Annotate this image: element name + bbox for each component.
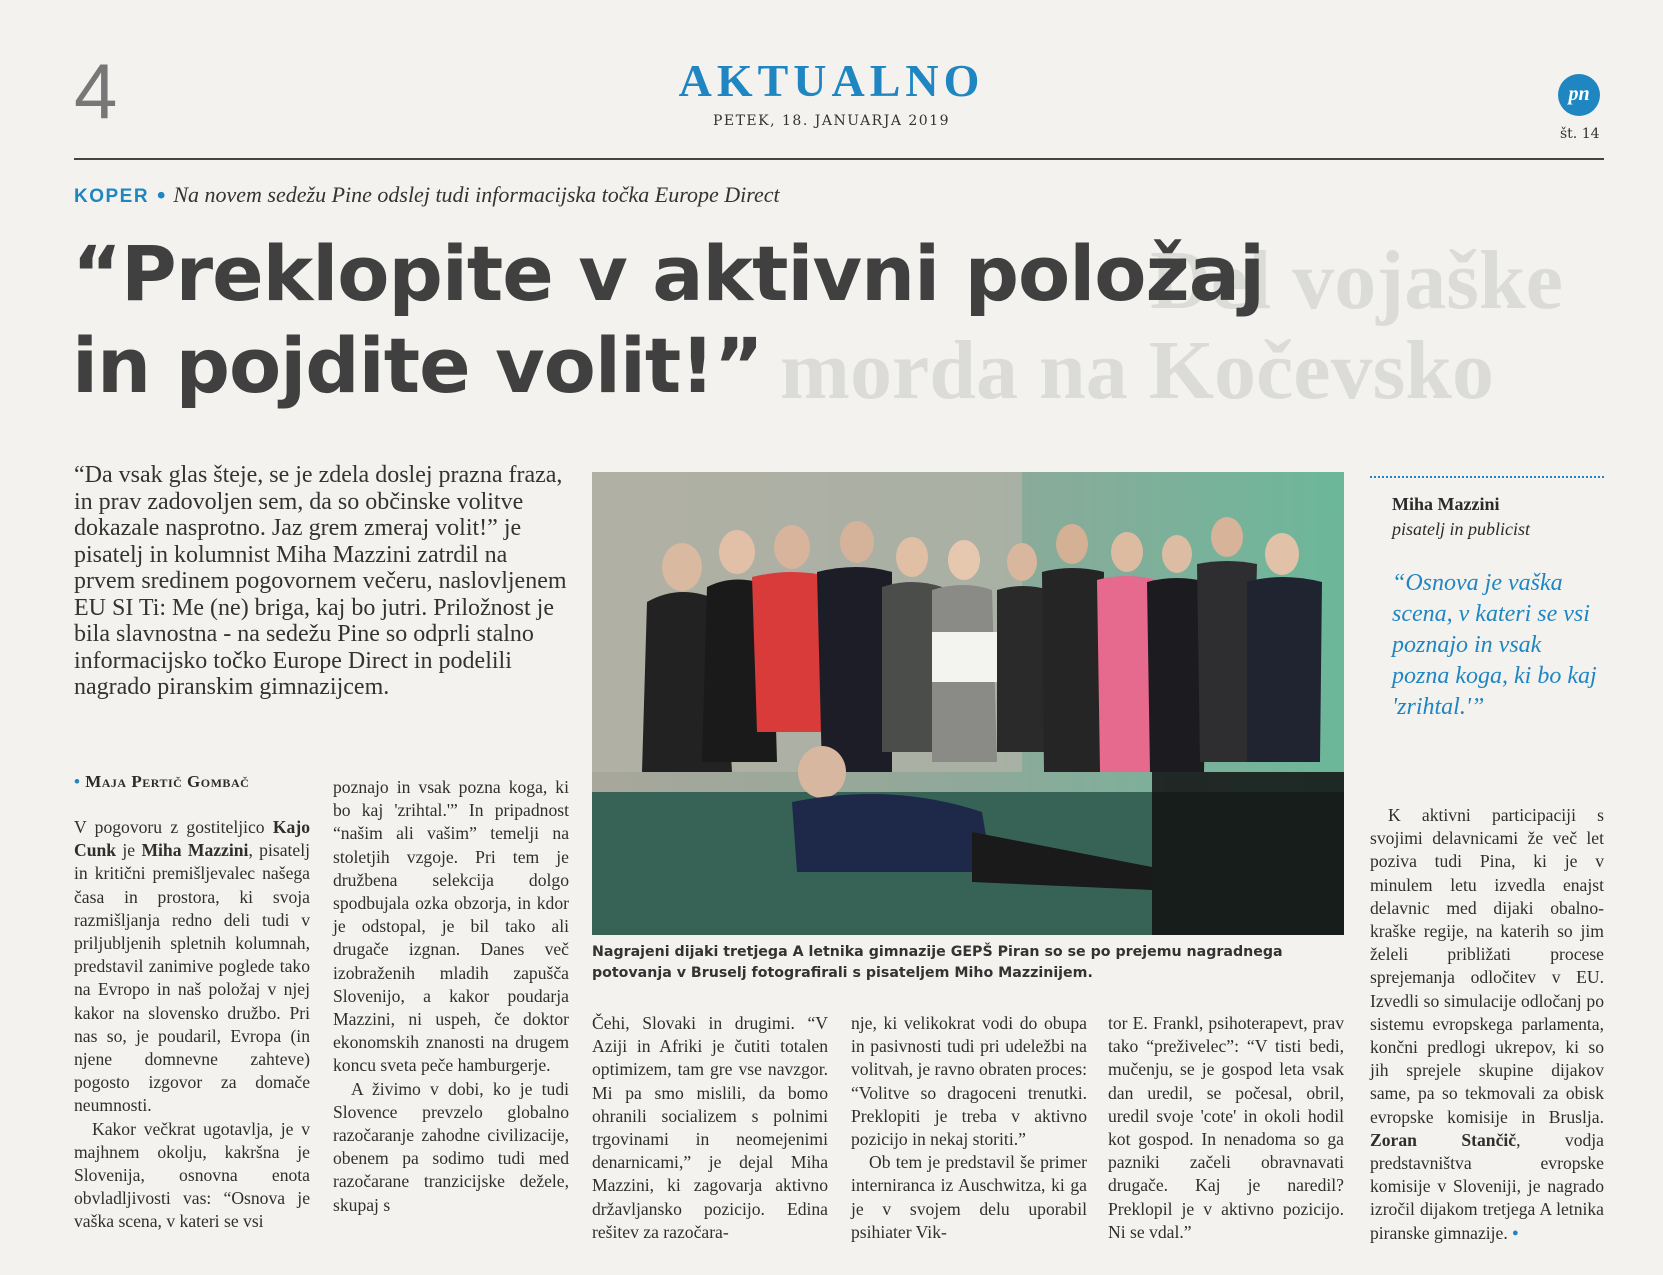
sidebar-author-name: Miha Mazzini [1392,494,1500,514]
body-column-2 [333,776,569,1217]
paragraph: A živimo v dobi, ko je tudi Slovence prevzelo globalno razočaranje zahodne civilizacije, obenem pa sodimo tudi med razočarane tranzicijske dežele, skupaj s [333,1078,569,1215]
kicker [74,182,780,208]
section-title: AKTUALNO [678,55,985,106]
sidebar-author-role: pisatelj in publicist [1392,519,1530,539]
photo-caption: Nagrajeni dijaki tretjega A letnika gimnazije GEPŠ Piran so se po prejemu nagradnega potovanja v Bruselj fotografirali s pisateljem Miho Mazzinijem. [592,944,1283,981]
byline-author: Maja Pertič Gombač [85,772,250,791]
body-column-6 [1370,804,1604,1245]
bullet-icon: • [74,772,81,791]
paragraph: nje, ki velikokrat vodi do obupa in pasivnosti tudi pri udeležbi na volitvah, je ravno obraten proces: “Volitve so dragoceni trenutki. Preklopiti je treba v aktivno pozicijo in nekaj storiti.” [851,1013,1087,1150]
ghost-headline-1: Del vojaške [1150,234,1563,327]
text-run: , vodja predstavništva evropske komisije v Sloveniji, je nagrado izročil dijakom tretjega A letnika piranske gimnazije. [1370,1129,1604,1243]
text-run: K aktivni participaciji s svojimi delavnicami že več let poziva tudi Pina, ki je v minulem letu izvedla enajst delavnic med dijaki obalno-kraške regije, na katerih so jim želeli približati procese sprejemanja odločitev v EU. Izvedli so simulacije odločanj po sistemu evropskega parlamenta, končni predlogi ukrepov, ki so jih sprejele skupine dijakov same, pa so tekmovali za obisk evropske komisije in Bruslja. [1370,805,1604,1127]
header-rule [74,158,1604,160]
sidebar-rule [1370,476,1604,478]
body-column-3 [592,1012,828,1244]
photo-illustration [592,472,1344,935]
page-number: 4 [74,47,118,135]
issue-number: št. 14 [1560,126,1600,142]
text-run: , pisatelj in kritični premišljevalec našega časa in prostora, ki svoja razmišljanja redno deli tudi v priljubljenih spletnih kolumnah, predstavil zanimive poglede tako na Evropo in naš položaj v njej kakor na slovensko družbo. Pri nas so, je poudaril, Evropa (in njene domnevne zahteve) pogosto izgovor za domače neumnosti. [74,840,310,1116]
certificate [932,632,1002,682]
group-photo [592,472,1344,935]
paragraph [74,816,310,1118]
person-name: Miha Mazzini [141,840,249,861]
kicker-subtitle: Na novem sedežu Pine odslej tudi informacijska točka Europe Direct [173,182,780,207]
body-column-1 [74,816,310,1234]
paragraph: Ob tem je predstavil še primer interniranca iz Auschwitza, ki ga je v svojem delu uporabil psihiater Vik- [851,1152,1087,1242]
pull-quote: “Osnova je vaška scena, v kateri se vsi poznajo in vsak pozna koga, ki bo kaj 'zrihtal.'” [1392,570,1597,720]
headline: “Preklopite v aktivni položaj in pojdite volit!” [72,229,1265,410]
kicker-location: KOPER [74,186,150,207]
paragraph: tor E. Frankl, psihoterapevt, prav tako “preživelec”: “V tisti bedi, mučenju, se je gospod leta vsak dan uredil, se počesal, obril, uredil svoje 'cote' in okoli hodil kot gospod. In nenadoma so ga pazniki začeli obravnavati drugače. Kaj je naredil? Preklopil je v aktivno pozicijo. Ni se vdal.” [1108,1013,1344,1242]
body-column-4 [851,1012,1087,1244]
end-mark-icon: • [1512,1222,1519,1243]
lead-paragraph: “Da vsak glas šteje, se je zdela doslej prazna fraza, in prav zadovoljen sem, da so občinske volitve dokazale nasprotno. Jaz grem zmeraj volit!” je pisatelj in kolumnist Miha Mazzini zatrdil na prvem sredinem pogovornem večeru, naslovljenem EU SI Ti: Me (ne) briga, kaj bo jutri. Priložnost je bila slavnostna - na sedežu Pine so odprli stalno informacijsko točko Europe Direct in podelili nagrado piranskim gimnazijcem. [74,462,567,700]
person-name: Zoran Stančič [1370,1129,1517,1150]
body-column-5 [1108,1012,1344,1244]
issue-date: PETEK, 18. JANUARJA 2019 [712,113,951,129]
text-run: je [116,840,142,861]
paragraph: poznajo in vsak pozna koga, ki bo kaj 'zrihtal.'” In pripadnost “našim ali vašim” temelji na stoletjih vzgoje. Pri tem je družbena selekcija dolgo spodbujala ozka obzorja, in kdor je odstopal, je bil tako ali drugače izgnan. Danes več izobraženih mladih zapušča Slovenijo, a kakor poudarja Mazzini, ni uspeh, če doktor ekonomskih znanosti na drugem koncu sveta peče hamburgerje. [333,777,569,1076]
paragraph: Čehi, Slovaki in drugimi. “V Aziji in Afriki je čutiti totalen optimizem, tam gre vse navzgor. Mi pa smo mislili, da bomo ohranili socializem s polnimi trgovinami in neomejenimi denarnicami,” je dejal Miha Mazzini, ki zagovarja aktivno državljansko pozicijo. Edina rešitev za razočara- [592,1013,828,1242]
paragraph [1370,804,1604,1245]
paragraph: Kakor večkrat ugotavlja, je v majhnem okolju, kakršna je Slovenija, osnovna enota obvladljivosti vas: “Osnova je vaška scena, v kateri se vsi [74,1118,310,1232]
newspaper-logo: pn [1558,74,1600,116]
person-name: Kajo Cunk [74,817,310,861]
text-run: V pogovoru z gostiteljico [74,817,273,837]
bullet-icon: • [155,185,168,207]
byline [74,772,249,792]
ghost-headline-2: morda na Kočevsko [780,324,1494,417]
